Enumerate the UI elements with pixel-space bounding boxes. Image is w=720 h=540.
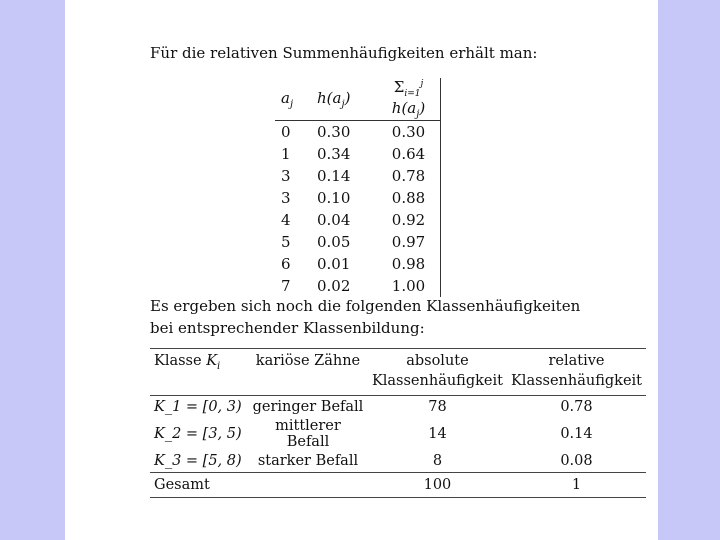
table-cell: 0.08: [560, 453, 593, 469]
table-row: [275, 253, 441, 275]
table-row: [275, 121, 441, 144]
header-class: Klasse $K_i$: [150, 349, 248, 396]
footer-absolute-total: 100: [368, 473, 507, 498]
table-cell: 0.78: [560, 399, 593, 415]
table-cell: 0.02: [317, 277, 351, 295]
header-absolute: absolute Klassenhäufigkeit: [368, 349, 507, 396]
header-cumulative-sum: $\Sigma_{i=1}^j$ $h(a_j)$: [377, 78, 441, 121]
table-cell: 0.34: [317, 145, 351, 163]
table-cell: 0: [281, 123, 291, 141]
table-header-row: [275, 78, 441, 121]
table-cell: 0.01: [317, 255, 351, 273]
table-cell: starker Befall: [257, 453, 359, 469]
table-cell: 0.78: [391, 167, 426, 185]
table-row: [150, 450, 646, 473]
table-row: [275, 275, 441, 297]
header-relative: relative Klassenhäufigkeit: [507, 349, 646, 396]
table-cell: 3: [281, 167, 291, 185]
table-cell: 0.10: [317, 189, 351, 207]
intro-text: Für die relativen Summenhäufigkeiten erhält man:: [150, 44, 538, 62]
header-aj: $a_j$: [275, 78, 317, 121]
table-cell: 0.14: [560, 426, 593, 442]
table-cell: 0.92: [391, 211, 426, 229]
table-cell: 1: [281, 145, 291, 163]
table-cell: 78: [428, 399, 447, 415]
table-cell: 0.30: [391, 123, 426, 141]
table-cell: 0.14: [317, 167, 351, 185]
table-row: [275, 231, 441, 253]
footer-empty: [248, 473, 368, 498]
table-body: [275, 121, 441, 298]
table-header-row: [150, 349, 646, 396]
table-cell: 6: [281, 255, 291, 273]
table-row: [150, 396, 646, 419]
table-cell: 14: [428, 426, 447, 442]
table-body: [150, 396, 646, 473]
paragraph-text: Es ergeben sich noch die folgenden Klassenhäufigkeiten bei entsprechender Klassenbildung:: [150, 297, 581, 337]
table-cell: mittlerer Befall: [275, 418, 341, 450]
cumulative-frequency-table: [275, 78, 441, 297]
table-cell: 8: [432, 453, 443, 469]
table-row: [275, 187, 441, 209]
header-h-aj: $h(a_j)$: [317, 78, 377, 121]
table-cell: 7: [281, 277, 291, 295]
table-row: [275, 209, 441, 231]
table-footer-row: [150, 473, 646, 498]
footer-label: Gesamt: [150, 473, 248, 498]
table-row: [150, 418, 646, 450]
table-cell: 0.05: [317, 233, 351, 251]
table-cell: 0.30: [317, 123, 351, 141]
table-cell: K_2 = [3, 5): [154, 426, 242, 442]
table-cell: 3: [281, 189, 291, 207]
table-row: [275, 143, 441, 165]
table-row: [275, 165, 441, 187]
class-frequency-table: [150, 348, 646, 498]
slide-page: [65, 0, 658, 540]
table-cell: K_1 = [0, 3): [154, 399, 242, 415]
table-cell: K_3 = [5, 8): [154, 453, 242, 469]
table-cell: geringer Befall: [252, 399, 364, 415]
table-cell: 0.04: [317, 211, 351, 229]
header-caries: kariöse Zähne: [248, 349, 368, 396]
table-cell: 0.97: [391, 233, 426, 251]
table-cell: 5: [281, 233, 291, 251]
table-cell: 0.64: [391, 145, 426, 163]
table-cell: 1.00: [391, 277, 426, 295]
table-cell: 0.88: [391, 189, 426, 207]
table-cell: 4: [281, 211, 291, 229]
table-cell: 0.98: [391, 255, 426, 273]
footer-relative-total: 1: [507, 473, 646, 498]
